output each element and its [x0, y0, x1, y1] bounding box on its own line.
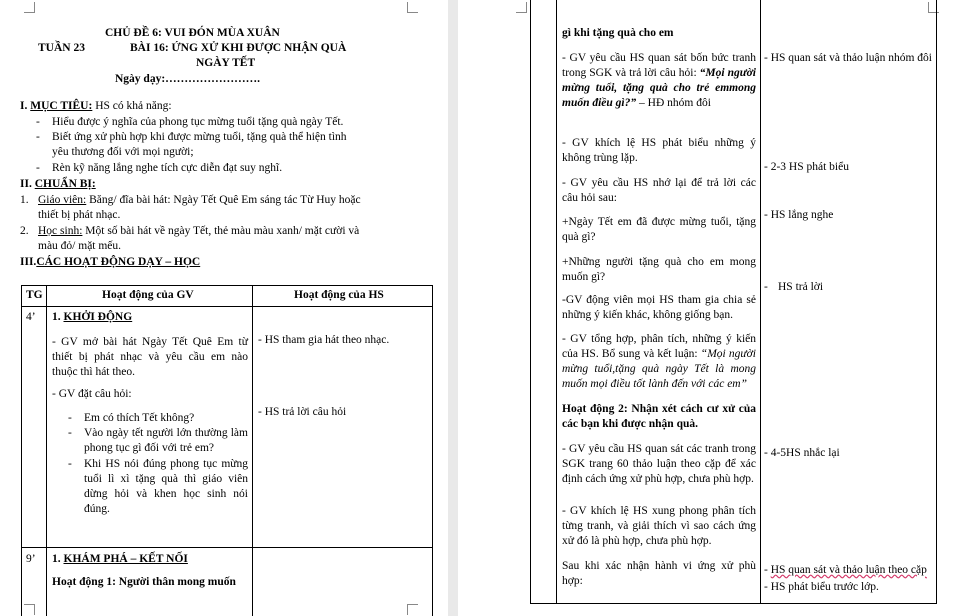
- prep-item: Học sinh: Một số bài hát về ngày Tết, thẻ màu màu xanh/ mặt cười và: [38, 225, 360, 237]
- bullet-dash: -: [36, 131, 40, 143]
- activities-heading: III.CÁC HOẠT ĐỘNG DẠY – HỌC: [20, 256, 201, 268]
- table-border: [936, 0, 937, 603]
- hs-response: - HS trả lời câu hỏi: [258, 406, 347, 418]
- gv-question: Em có thích Tết không?: [84, 412, 195, 424]
- hs-response: HS trả lời: [778, 281, 824, 293]
- bullet-dash: -: [764, 281, 768, 293]
- prep-item-num: 2.: [20, 225, 29, 237]
- table-border: [530, 603, 937, 604]
- objective-item: Hiểu được ý nghĩa của phong tục mừng tuổi tặng quà ngày Tết.: [52, 116, 344, 128]
- topic-title: CHỦ ĐỀ 6: VUI ĐÓN MÙA XUÂN: [105, 27, 280, 39]
- bullet-dash: -: [68, 458, 72, 470]
- document-page-right: [458, 0, 953, 616]
- gv-paragraph: Sau khi xác nhận hành vi ứng xử phù hợp:: [562, 560, 756, 587]
- prep-item-cont: màu đỏ/ mặt mếu.: [38, 240, 122, 252]
- bullet-dash: -: [68, 412, 72, 424]
- document-page-left: [0, 0, 448, 616]
- gv-paragraph: - GV đặt câu hỏi:: [52, 388, 132, 400]
- gv-paragraph: - GV tổng hợp, phân tích, những ý kiến của HS. Bổ sung và kết luận: “Mọi người mừng tuổi,tặng quà ngày Tết là mong muốn mọi điều tốt lành đến với các em”: [562, 333, 756, 390]
- hs-response: - HS lắng nghe: [764, 209, 834, 221]
- gv-paragraph: - GV yêu cầu HS quan sát bốn bức tranh trong SGK và trả lời câu hỏi: “Mọi người mừng tuổi, tặng quà cho trẻ emmong muốn điều gì?” – HĐ nhóm đôi: [562, 52, 756, 109]
- lesson-title-line1: BÀI 16: ỨNG XỬ KHI ĐƯỢC NHẬN QUÀ: [130, 42, 347, 54]
- hs-response: - 4-5HS nhắc lại: [764, 447, 840, 459]
- table-border: [252, 285, 253, 616]
- gv-paragraph: +Ngày Tết em đã được mừng tuổi, tặng quà gì?: [562, 216, 756, 243]
- bullet-dash: -: [36, 116, 40, 128]
- hs-response: - HS quan sát và thảo luận theo cặp: [764, 564, 927, 576]
- table-border: [21, 306, 433, 307]
- table-border: [21, 547, 433, 548]
- prep-item: Giáo viên: Băng/ đĩa bài hát: Ngày Tết Quê Em sáng tác Từ Huy hoặc: [38, 194, 361, 206]
- table-border: [46, 285, 47, 616]
- margin-corner-mark: [407, 2, 418, 13]
- margin-corner-mark: [24, 604, 35, 615]
- margin-corner-mark: [24, 2, 35, 13]
- activity-heading-cont: gì khi tặng quà cho em: [562, 27, 674, 39]
- objective-item: Biết ứng xử phù hợp khi được mừng tuổi, tặng quà thể hiện tình: [52, 131, 347, 143]
- gv-paragraph: +Những người tặng quà cho em mong muốn gì?: [562, 256, 756, 283]
- bullet-dash: -: [68, 427, 72, 439]
- table-border: [21, 285, 22, 616]
- section-heading: 1. KHỞI ĐỘNG: [52, 311, 133, 323]
- gv-question: Khi HS nói đúng phong tục mừng tuổi lì xì tặng quà thì giáo viên dừng hỏi và khen học sinh nói đúng.: [84, 458, 248, 515]
- bullet-dash: -: [36, 162, 40, 174]
- row-time: 9’: [26, 553, 36, 565]
- gv-question: Vào ngày tết người lớn thường làm phong tục gì đối với trẻ em?: [84, 427, 248, 454]
- teaching-date: Ngày dạy:…………………….: [115, 73, 261, 85]
- activity-heading: Hoạt động 1: Người thân mong muốn: [52, 576, 236, 588]
- table-header-hs: Hoạt động của HS: [294, 289, 384, 301]
- hs-response: - HS phát biểu trước lớp.: [764, 581, 879, 593]
- table-border: [432, 285, 433, 616]
- prep-heading: II. CHUẨN BỊ:: [20, 178, 96, 190]
- hs-response: - HS quan sát và thảo luận nhóm đôi: [764, 52, 933, 64]
- gv-paragraph: - GV mở bài hát Ngày Tết Quê Em từ thiết bị phát nhạc và yêu cầu em nào thuộc thì hát theo.: [52, 336, 248, 378]
- hs-response: - 2-3 HS phát biểu: [764, 161, 849, 173]
- hs-response: - HS tham gia hát theo nhạc.: [258, 334, 390, 346]
- objective-item-cont: yêu thương đối với mọi người;: [52, 146, 194, 158]
- objective-item: Rèn kỹ năng lắng nghe tích cực diễn đạt suy nghĩ.: [52, 162, 283, 174]
- gv-paragraph: - GV yêu cầu HS quan sát các tranh trong SGK trang 60 thảo luận theo cặp để xác định cách ứng xử phù hợp, chưa phù hợp.: [562, 443, 756, 485]
- margin-corner-mark: [516, 2, 527, 13]
- activity-heading: Hoạt động 2: Nhận xét cách cư xử của các bạn khi được nhận quà.: [562, 403, 756, 430]
- gv-paragraph: - GV yêu cầu HS nhớ lại để trả lời các câu hỏi sau:: [562, 177, 756, 204]
- table-header-gv: Hoạt động của GV: [102, 289, 194, 301]
- table-border: [21, 285, 433, 286]
- prep-item-cont: thiết bị phát nhạc.: [38, 209, 121, 221]
- section-heading: 1. KHÁM PHÁ – KẾT NỐI: [52, 553, 188, 565]
- table-border: [530, 0, 531, 603]
- gv-paragraph: -GV động viên mọi HS tham gia chia sẻ những ý kiến khác, không giống bạn.: [562, 294, 756, 321]
- row-time: 4’: [26, 311, 36, 323]
- gv-paragraph: - GV khích lệ HS xung phong phân tích từng tranh, và giải thích vì sao cách ứng xử đó là phù hợp, chưa phù hợp.: [562, 505, 756, 547]
- table-header-time: TG: [26, 289, 43, 301]
- week-label: TUẦN 23: [38, 42, 85, 54]
- margin-corner-mark: [407, 604, 418, 615]
- lesson-title-line2: NGÀY TẾT: [196, 57, 256, 69]
- table-border: [760, 0, 761, 603]
- table-border: [556, 0, 557, 603]
- gv-paragraph: - GV khích lệ HS phát biểu những ý không trùng lặp.: [562, 137, 756, 164]
- margin-corner-mark: [928, 2, 939, 13]
- prep-item-num: 1.: [20, 194, 29, 206]
- objectives-heading: I. MỤC TIÊU: HS có khả năng:: [20, 100, 172, 112]
